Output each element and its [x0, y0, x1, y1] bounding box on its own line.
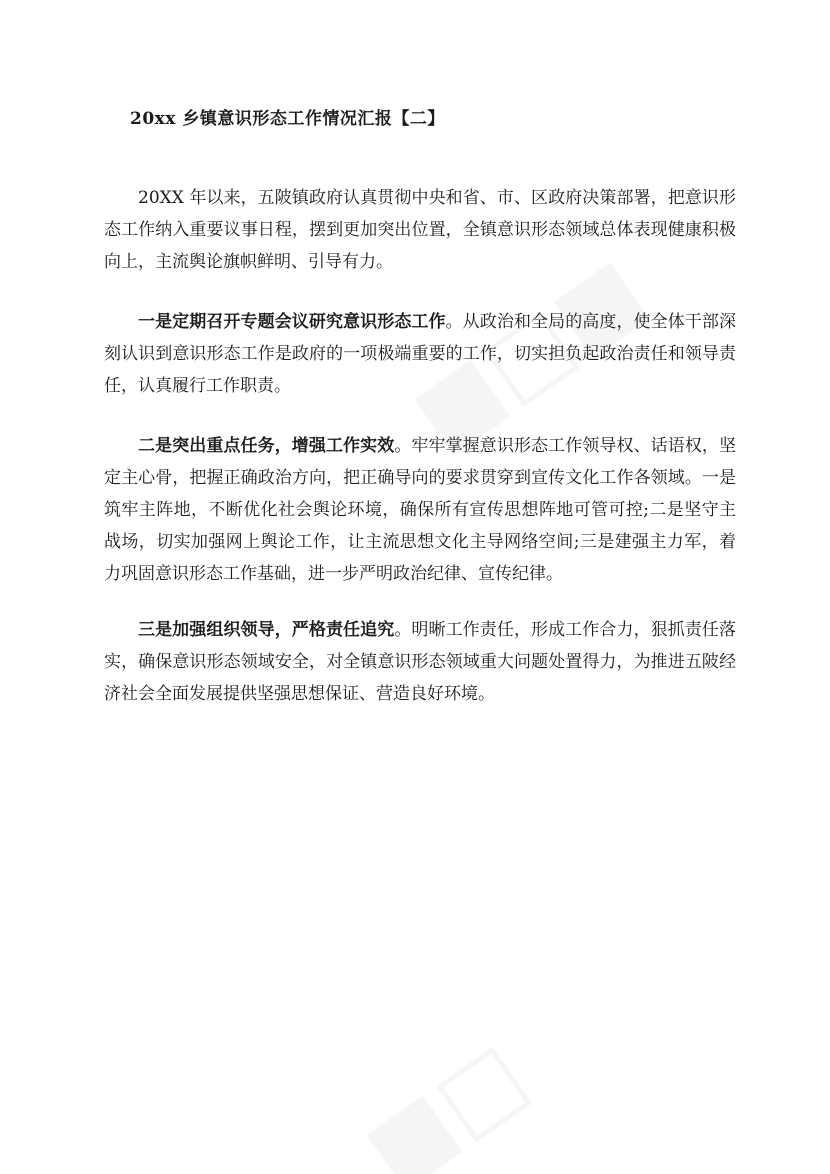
paragraph-intro — [104, 182, 736, 278]
paragraph-body: 。牢牢掌握意识形态工作领导权、话语权，坚定主心骨，把握正确政治方向，把正确导向的要求贯穿到宣传文化工作各领域。一是筑牢主阵地，不断优化社会舆论环境，确保所有宣传思想阵地可管可控;二是坚守主战场，切实加强网上舆论工作，让主流思想文化主导网络空间;三是建强主力军，着力巩固意识形态工作基础，进一步严明政治纪律、宣传纪律。 — [104, 436, 737, 584]
paragraph-point-1 — [104, 306, 736, 402]
paragraph-lead: 二是突出重点任务，增强工作实效 — [138, 436, 395, 456]
document-title: 20xx 乡镇意识形态工作情况汇报【二】 — [130, 109, 445, 129]
paragraph-point-3 — [104, 614, 736, 710]
paragraph-body: 。明晰工作责任，形成工作合力，狠抓责任落实，确保意识形态领域安全，对全镇意识形态领域重大问题处置得力，为推进五陂经济社会全面发展提供坚强思想保证、营造良好环境。 — [104, 620, 737, 704]
paragraph-point-2 — [104, 430, 736, 590]
paragraph-lead: 三是加强组织领导，严格责任追究 — [138, 620, 395, 640]
watermark — [345, 1021, 545, 1174]
paragraph-lead: 一是定期召开专题会议研究意识形态工作 — [138, 312, 446, 332]
paragraph-body: 20XX 年以来，五陂镇政府认真贯彻中央和省、市、区政府决策部署，把意识形态工作纳入重要议事日程，摆到更加突出位置，全镇意识形态领域总体表现健康积极向上，主流舆论旗帜鲜明、引导有力。 — [104, 188, 736, 272]
paragraph-body: 。从政治和全局的高度，使全体干部深刻认识到意识形态工作是政府的一项极端重要的工作，切实担负起政治责任和领导责任，认真履行工作职责。 — [104, 312, 737, 396]
